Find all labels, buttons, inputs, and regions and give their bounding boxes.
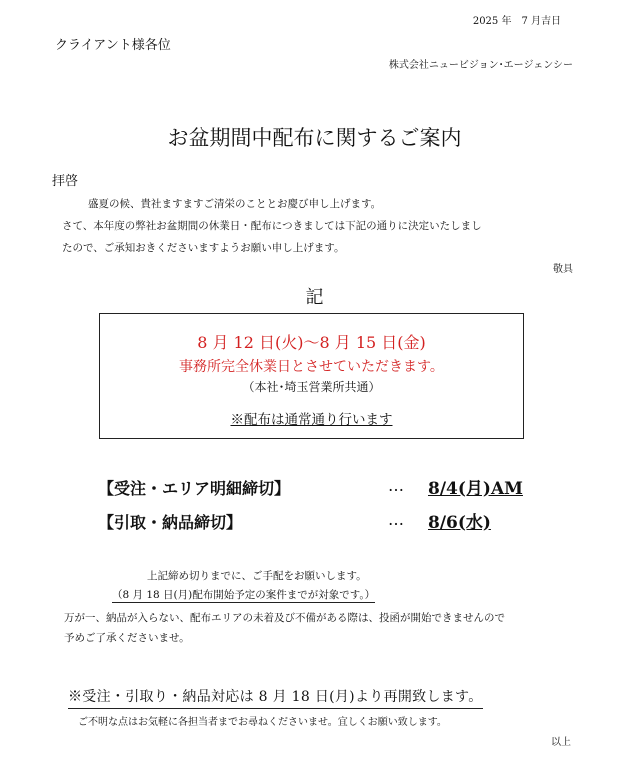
sender-company: 株式会社ニュービジョン･エージェンシー xyxy=(388,60,573,71)
document-title: お盆期間中配布に関するご案内 xyxy=(167,126,462,150)
body-line-3: たので、ご承知おきくださいますようお願い申し上げます。 xyxy=(62,242,345,254)
deadline-value-delivery: 8/6(水) xyxy=(428,513,491,533)
distribution-notice: ※配布は通常通り行います xyxy=(230,412,393,428)
resume-notice: ※受注・引取り・納品対応は 8 月 18 日(月)より再開致します。 xyxy=(68,686,483,709)
note-line-3: 万が一、納品が入らない、配布エリアの未着及び不備がある際は、投函が開始できませんので xyxy=(64,612,505,624)
holiday-dates: 8 月 12 日(火)～8 月 15 日(金) xyxy=(197,333,426,352)
closing-keigu: 敬具 xyxy=(553,264,573,275)
ijo-closing: 以上 xyxy=(551,737,571,748)
document-date: 2025 年 7 月吉日 xyxy=(472,16,561,27)
deadline-value-order: 8/4(月)AM xyxy=(428,479,523,499)
body-line-2: さて、本年度の弊社お盆期間の休業日・配布につきましては下記の通りに決定いたしまし xyxy=(62,220,482,232)
note-line-4: 予めご了承くださいませ。 xyxy=(64,632,190,644)
deadline-label-delivery: 【引取・納品締切】 xyxy=(98,513,243,532)
notice-box xyxy=(99,313,524,439)
contact-note: ご不明な点はお気軽に各担当者までお尋ねくださいませ。宜しくお願い致します。 xyxy=(78,717,447,728)
note-line-1: 上記締め切りまでに、ご手配をお願いします。 xyxy=(147,570,367,582)
deadline-dots-delivery: … xyxy=(388,510,404,529)
greeting: 拝啓 xyxy=(52,174,79,189)
body-line-1: 盛夏の候、貴社ますますご清栄のこととお慶び申し上げます。 xyxy=(88,198,382,210)
deadline-label-order: 【受注・エリア明細締切】 xyxy=(98,479,291,498)
deadline-dots-order: … xyxy=(388,476,404,495)
holiday-notice: 事務所完全休業日とさせていただきます。 xyxy=(179,359,444,375)
recipient: クライアント様各位 xyxy=(55,38,171,53)
holiday-scope: （本社･埼玉営業所共通） xyxy=(242,380,381,394)
note-line-2: （8 月 18 日(月)配布開始予定の案件までが対象です。） xyxy=(112,589,376,601)
ki-heading: 記 xyxy=(305,287,324,308)
